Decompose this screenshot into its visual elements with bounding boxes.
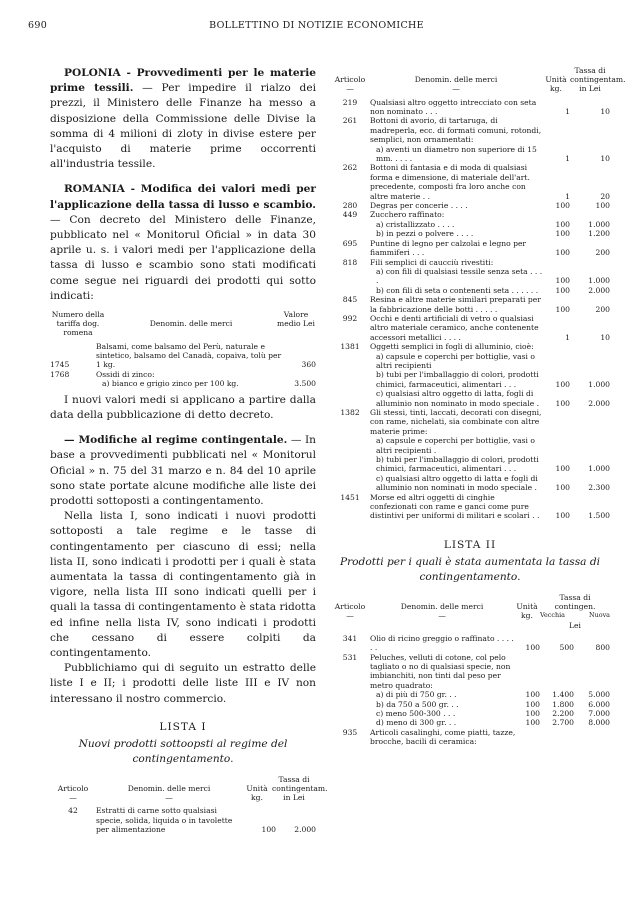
contingent-p1: — In base a provvedimenti pubblicati nel « Monitorul Oficial » n. 75 del 31 marzo e n. 84 del 10 aprile sono state portate alcune modifiche alle liste dei prodotti sottoposti a contingentamento. bbox=[50, 434, 316, 507]
row-desc-line: c) qualsiasi altro oggetto di latta e fogli di alluminio non nominati in modo speciale . bbox=[376, 473, 538, 493]
table-row bbox=[330, 116, 610, 163]
table-row bbox=[330, 342, 610, 389]
table-row bbox=[50, 379, 316, 388]
table-row bbox=[330, 474, 610, 493]
col-unit: Unità kg. bbox=[246, 783, 268, 802]
contingent-paragraph bbox=[50, 433, 316, 509]
right-column bbox=[330, 66, 626, 747]
row-value: 3.500 bbox=[294, 379, 316, 389]
col-avg-value: Valore medio Lei bbox=[277, 310, 315, 329]
col-article: Articolo — bbox=[57, 783, 89, 802]
row-unit: 1 bbox=[565, 107, 570, 117]
lista1-cont-header bbox=[330, 66, 626, 94]
table-row bbox=[330, 389, 610, 408]
row-desc-line: a) capsule e coperchi per bottiglie, vasi o altri recipienti bbox=[376, 351, 535, 370]
row-desc: Articoli casalinghi, come piatti, tazze, brocche, bacili di ceramica: bbox=[370, 727, 516, 747]
row-unit: 100 bbox=[525, 690, 540, 700]
lista1-cont-rows bbox=[330, 98, 610, 521]
row-unit: 100 bbox=[555, 248, 570, 258]
row-article: 1382 bbox=[340, 408, 360, 418]
row-tax: 10 bbox=[600, 154, 610, 164]
row-article: 695 bbox=[342, 238, 358, 248]
row-unit: 100 bbox=[525, 708, 540, 718]
row-desc bbox=[370, 239, 544, 258]
table-row bbox=[330, 408, 610, 474]
col-article: Articolo — bbox=[334, 601, 366, 621]
table-row bbox=[330, 163, 610, 201]
row-desc bbox=[370, 295, 544, 314]
row-tax: 10 bbox=[600, 332, 610, 342]
contingent-heading: — Modifiche al regime contingentale. bbox=[64, 434, 288, 447]
row-unit: 100 bbox=[555, 398, 570, 408]
romania-paragraph bbox=[50, 182, 316, 304]
table-row bbox=[330, 220, 610, 229]
row-article: 341 bbox=[342, 633, 358, 643]
col-tariff-number: Numero della tariffa dog. romena bbox=[51, 310, 105, 338]
col-unit: Unità kg. bbox=[516, 601, 538, 621]
left-column bbox=[50, 66, 328, 835]
table-row bbox=[50, 342, 316, 370]
col-tax bbox=[540, 593, 610, 630]
row-desc: Estratti di carne sotto qualsiasi specie, solida, liquida o in tavolette per alimentazione bbox=[96, 806, 233, 835]
row-tax: 200 bbox=[595, 304, 610, 314]
row-tax: 1.200 bbox=[588, 229, 610, 239]
row-desc-line: a) cristallizzato . . . . bbox=[376, 219, 455, 229]
col-unit: Unità kg. bbox=[545, 75, 567, 94]
row-desc bbox=[370, 163, 544, 201]
polonia-text: — Per impedire il rialzo dei prezzi, il Ministero delle Finanze ha messo a disposizione della Commissione delle Divise la somma di 4 milioni di zloty in divise estere per l'acquisto di materie prime occorrenti all'industria tessile. bbox=[50, 82, 316, 171]
row-desc: a) di più di 750 gr. . . bbox=[376, 690, 457, 700]
lista1-section bbox=[50, 720, 328, 835]
row-unit: 100 bbox=[555, 304, 570, 314]
row-desc bbox=[370, 408, 544, 474]
row-desc-line: Morse ed altri oggetti di cinghie confezionati con rame e ganci come pure distintivi per uniformi di militari e scolari . . bbox=[370, 492, 540, 521]
row-desc bbox=[370, 229, 544, 238]
row-desc: a) bianco e grigio zinco per 100 kg. bbox=[102, 379, 239, 389]
row-old-tax: 2.700 bbox=[552, 718, 574, 728]
row-new-tax: 6.000 bbox=[588, 699, 610, 709]
row-desc: c) meno 500-300 . . . bbox=[376, 708, 456, 718]
row-desc bbox=[370, 258, 544, 286]
row-desc bbox=[370, 342, 544, 389]
row-unit: 100 bbox=[555, 285, 570, 295]
table-row bbox=[50, 806, 316, 834]
table-row bbox=[330, 239, 610, 258]
row-value: 360 bbox=[301, 360, 316, 370]
row-desc-line: Bottoni di fantasia e di moda di qualsiasi forma e dimensione, di materiale dell'art. precedente, composti fra loro anche con altre materie . . bbox=[370, 163, 530, 201]
row-desc bbox=[370, 220, 544, 229]
row-unit: 100 bbox=[555, 379, 570, 389]
row-tax: 200 bbox=[595, 248, 610, 258]
table-row bbox=[330, 210, 610, 219]
row-unit: 1 bbox=[565, 154, 570, 164]
row-article: 261 bbox=[342, 116, 358, 126]
table-row bbox=[330, 700, 610, 709]
running-title: BOLLETTINO DI NOTIZIE ECONOMICHE bbox=[209, 20, 424, 31]
row-unit: 1 bbox=[565, 191, 570, 201]
row-unit: 100 bbox=[525, 699, 540, 709]
table-row bbox=[330, 314, 610, 342]
row-article: 845 bbox=[342, 295, 358, 305]
table-row bbox=[330, 201, 610, 210]
row-article: 449 bbox=[342, 210, 358, 220]
row-tax: 1.000 bbox=[588, 219, 610, 229]
row-old-tax: 500 bbox=[559, 643, 574, 653]
row-tax: 2.300 bbox=[588, 483, 610, 493]
table-row bbox=[330, 286, 610, 295]
row-tax: 20 bbox=[600, 191, 610, 201]
row-tax: 1.000 bbox=[588, 276, 610, 286]
row-article: 1381 bbox=[340, 342, 360, 352]
row-article: 280 bbox=[342, 201, 358, 211]
row-num: 1745 bbox=[50, 360, 70, 370]
contingent-p3: Pubblichiamo qui di seguito un estratto delle liste I e II; i prodotti delle liste III e IV non interessano il nostro commercio. bbox=[50, 662, 316, 705]
row-desc: Ossidi di zinco: bbox=[96, 369, 155, 379]
col-goods: Denomin. delle merci bbox=[149, 319, 233, 329]
row-desc: d) meno di 300 gr. . . bbox=[376, 718, 457, 728]
col-currency: Lei bbox=[569, 620, 581, 630]
romania-heading: ROMANIA - Modifica dei valori medi per l'applicazione della tassa di lusso e scambio. bbox=[50, 183, 316, 211]
row-desc bbox=[370, 201, 544, 210]
polonia-paragraph bbox=[50, 66, 316, 172]
table-row bbox=[330, 258, 610, 286]
row-new-tax: 8.000 bbox=[588, 718, 610, 728]
table-row bbox=[330, 709, 610, 718]
row-desc-line: b) tubi per l'imballaggio di colori, prodotti chimici, farmaceutici, alimentari . . . bbox=[376, 370, 539, 389]
row-article: 992 bbox=[342, 313, 358, 323]
lista2-subtitle: Prodotti per i quali è stata aumentata la tassa di contingentamento. bbox=[339, 555, 601, 583]
col-goods: Denomin. delle merci — bbox=[127, 783, 211, 802]
row-desc-line: Zucchero raffinato: bbox=[370, 210, 445, 220]
row-desc bbox=[370, 116, 544, 163]
row-article: 935 bbox=[342, 727, 358, 737]
lista2-title: LISTA II bbox=[443, 538, 497, 551]
row-desc bbox=[370, 98, 544, 117]
row-tax: 1.500 bbox=[588, 511, 610, 521]
row-desc bbox=[370, 474, 544, 493]
col-goods: Denomin. delle merci — bbox=[400, 601, 484, 621]
polonia-heading: POLONIA - Provvedimenti per le materie prime tessili. bbox=[50, 67, 316, 95]
row-desc-line: Fili semplici di caucciù rivestiti: bbox=[370, 257, 494, 267]
row-desc-line: b) tubi per l'imballaggio di colori, prodotti chimici, farmaceutici, alimentari . . . bbox=[376, 455, 539, 474]
row-desc-line: Puntine di legno per calzolai e legno per fiammiferi . . . bbox=[370, 238, 527, 258]
table-row bbox=[330, 653, 610, 691]
lista1-subtitle: Nuovi prodotti sottoopsti al regime del contingentamento. bbox=[78, 737, 288, 765]
row-desc bbox=[370, 314, 544, 342]
row-tax: 1.000 bbox=[588, 379, 610, 389]
row-tax: 2.000 bbox=[294, 825, 316, 835]
row-desc: Balsami, come balsamo del Perù, naturale e sintetico, balsamo del Canadà, copaiva, tolù per 1 kg. bbox=[96, 341, 282, 370]
row-unit: 100 bbox=[555, 464, 570, 474]
lista1-header bbox=[50, 774, 328, 803]
row-desc bbox=[370, 286, 544, 295]
row-unit: 100 bbox=[555, 511, 570, 521]
row-tax: 2.000 bbox=[588, 398, 610, 408]
row-unit: 1 bbox=[565, 332, 570, 342]
row-article: 818 bbox=[342, 257, 358, 267]
row-unit: 100 bbox=[555, 219, 570, 229]
romania-table bbox=[50, 310, 316, 389]
row-desc-line: b) con fili di seta o contenenti seta . . . . . . bbox=[376, 285, 539, 295]
col-tax: Tassa di contingentam. in Lei bbox=[272, 774, 328, 803]
col-old: Vecchia bbox=[540, 611, 565, 620]
row-desc-line: a) con fili di qualsiasi tessile senza seta . . . . bbox=[376, 266, 543, 286]
row-old-tax: 2.200 bbox=[552, 708, 574, 718]
row-article: 219 bbox=[342, 97, 358, 107]
row-old-tax: 1.800 bbox=[552, 699, 574, 709]
table-row bbox=[330, 493, 610, 521]
table-row bbox=[330, 690, 610, 699]
table-row bbox=[330, 229, 610, 238]
col-goods: Denomin. delle merci — bbox=[414, 75, 498, 94]
row-tax: 2.000 bbox=[588, 285, 610, 295]
row-desc-line: Resina e altre materie similari preparati per la fabbricazione delle botti . . . . . bbox=[370, 295, 541, 314]
row-unit: 100 bbox=[555, 229, 570, 239]
row-article: 531 bbox=[342, 652, 358, 662]
row-desc-line: Qualsiasi altro oggetto intrecciato con seta non nominato . . . bbox=[370, 97, 537, 117]
row-desc: b) da 750 a 500 gr. . . bbox=[376, 699, 459, 709]
table-row bbox=[330, 634, 610, 653]
row-article: 262 bbox=[342, 163, 358, 173]
table-row bbox=[330, 718, 610, 727]
table-row bbox=[330, 98, 610, 117]
row-desc: Olio di ricino greggio o raffinato . . . . . . bbox=[370, 633, 514, 653]
row-old-tax: 1.400 bbox=[552, 690, 574, 700]
table-row bbox=[330, 295, 610, 314]
row-tax: 1.000 bbox=[588, 464, 610, 474]
row-desc-line: Bottoni di avorio, di tartaruga, di madreperla, ecc. di formati comuni, rotondi, semplici, non ornamentati: bbox=[370, 116, 542, 145]
row-desc-line: Occhi e denti artificiali di vetro o qualsiasi altro materiale ceramico, anche contenente accessori metallici . . . . bbox=[370, 313, 539, 342]
row-new-tax: 7.000 bbox=[588, 708, 610, 718]
row-tax: 10 bbox=[600, 107, 610, 117]
row-article: 42 bbox=[68, 806, 78, 816]
row-desc-line: a) aventi un diametro non superiore di 15 mm. . . . . bbox=[376, 144, 537, 164]
row-unit: 100 bbox=[525, 643, 540, 653]
row-new-tax: 5.000 bbox=[588, 690, 610, 700]
lista2-section bbox=[330, 539, 610, 747]
row-tax: 100 bbox=[595, 201, 610, 211]
row-article: 1451 bbox=[340, 492, 360, 502]
row-desc-line: b) in pezzi o polvere . . . . bbox=[376, 229, 474, 239]
row-unit: 100 bbox=[525, 718, 540, 728]
lista1-title: LISTA I bbox=[159, 720, 207, 733]
col-new: Nuova bbox=[589, 611, 610, 620]
page-number: 690 bbox=[28, 20, 48, 31]
row-num: 1768 bbox=[50, 369, 70, 379]
row-desc bbox=[370, 389, 544, 408]
page-header bbox=[0, 20, 633, 38]
row-unit: 100 bbox=[555, 483, 570, 493]
row-unit: 100 bbox=[555, 201, 570, 211]
row-desc bbox=[370, 210, 544, 219]
row-unit: 100 bbox=[555, 276, 570, 286]
row-unit: 100 bbox=[261, 825, 276, 835]
row-desc-line: a) capsule e coperchi per bottiglie, vasi o altri recipienti . bbox=[376, 436, 535, 455]
row-desc-line: c) qualsiasi altro oggetto di latta, fogli di alluminio non nominato in modo speciale . bbox=[376, 389, 540, 408]
romania-closing: I nuovi valori medi si applicano a partire dalla data della pubblicazione di detto decreto. bbox=[50, 393, 316, 421]
row-desc-line: Degras per concerie . . . . bbox=[370, 201, 468, 211]
row-new-tax: 800 bbox=[595, 643, 610, 653]
contingent-p2: Nella lista I, sono indicati i nuovi prodotti sottoposti a tale regime e le tasse di contingentamento per ciascuno di essi; nella lista II, sono indicati i prodotti per i quali è stata aumentata la tassa di contingentamento già in vigore, nella lista III sono indicati quelli per i quali la tassa di contingentamento è stata ridotta ed infine nella lista IV, sono indicati i prodotti che cessano di essere colpiti da contingentamento. bbox=[50, 510, 316, 659]
col-tax: Tassa di contingentam. in Lei bbox=[570, 66, 626, 94]
lista2-header bbox=[330, 593, 610, 630]
table-row bbox=[330, 728, 610, 747]
row-desc: Peluches, velluti di cotone, col pelo tagliato o no di qualsiasi specie, non imbianchiti, non tinti dal peso per metro quadrato: bbox=[370, 652, 511, 690]
tax-heading: Tassa di contingen. bbox=[554, 592, 596, 612]
romania-table-header bbox=[50, 310, 316, 338]
row-desc-line: Gli stessi, tinti, laccati, decorati con disegni, con rame, nichelati, sia combinate con altre materie prime: bbox=[370, 408, 542, 436]
row-desc-line: Oggetti semplici in fogli di alluminio, cioè: bbox=[370, 342, 534, 352]
table-row bbox=[50, 370, 316, 379]
lista2-rows bbox=[330, 634, 610, 747]
col-article: Articolo — bbox=[334, 75, 366, 94]
romania-text: — Con decreto del Ministero delle Finanze, pubblicato nel « Monitorul Oficial » in data 30 aprile u. s. i valori medi per l'applicazione della tassa di lusso e scambio sono stati modificati come segue nei riguardi dei prodotti qui sotto indicati: bbox=[50, 213, 316, 302]
row-desc bbox=[370, 493, 544, 521]
